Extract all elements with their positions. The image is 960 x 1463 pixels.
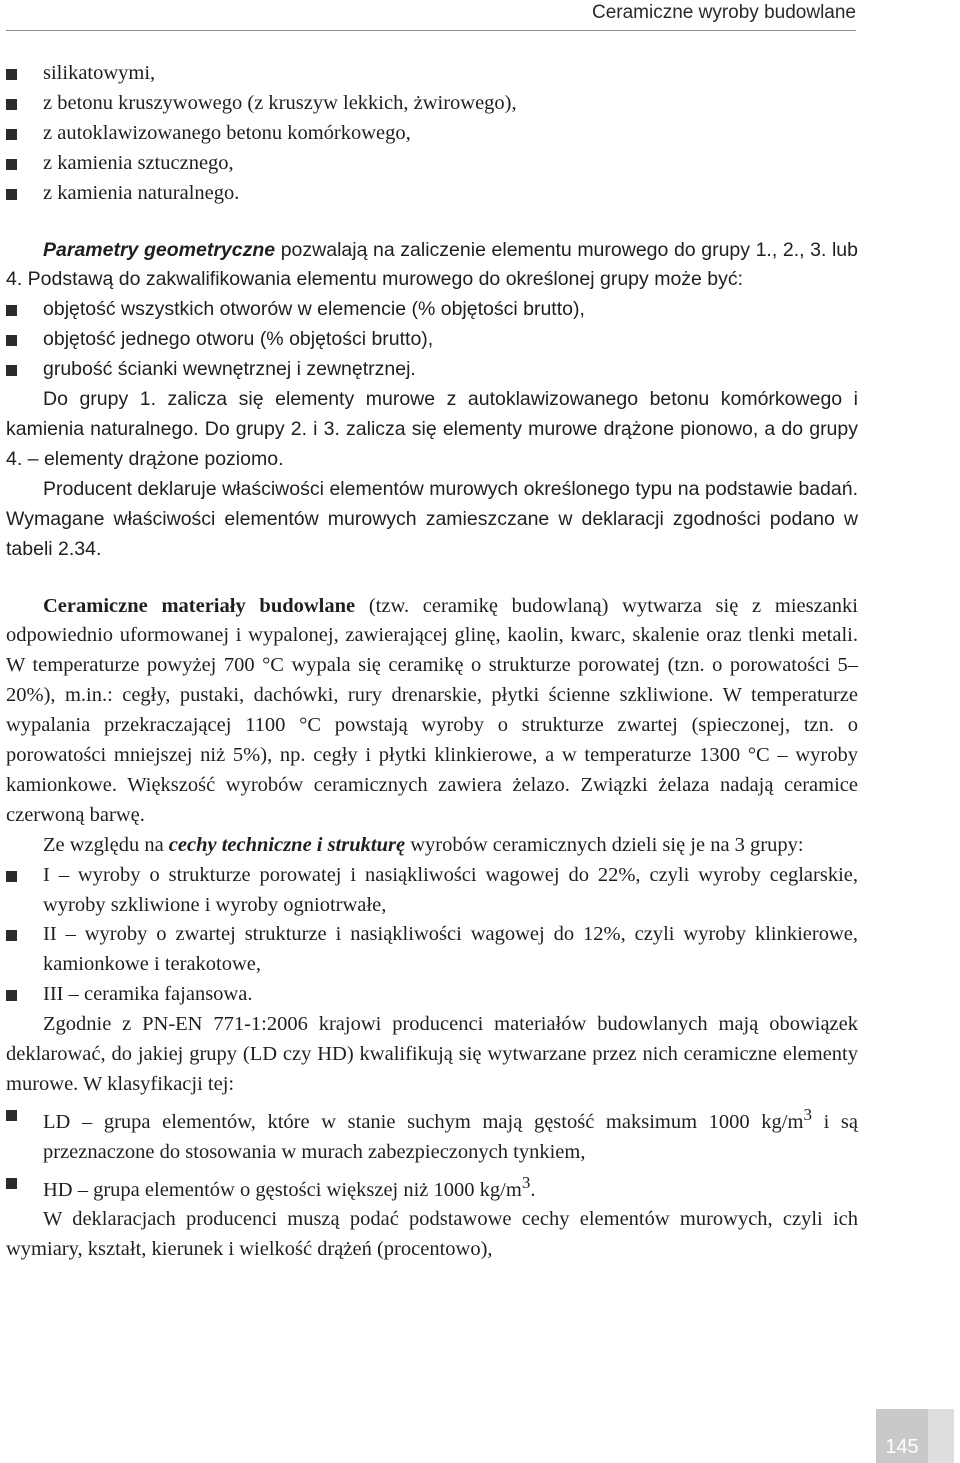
declarations-paragraph: W deklaracjach producenci muszą podać podstawowe cechy elementów murowych, czyli ich wymiary, kształt, kierunek i wielkość drążeń (procentowo), [6, 1208, 858, 1261]
ceramic-materials-paragraph: Ceramiczne materiały budowlane (tzw. ceramikę budowlaną) wytwarza się z mieszanki odpowiednio uformowanej i wypalonej, zawierającej glinę, kaolin, kwarc, skalenie oraz tlenki metali. W temperaturze powyżej 700 °C wypala się ceramikę o strukturze porowatej (tzn. o porowatości 5–20%), m.in.: cegły, pustaki, dachówki, rury drenarskie, płytki ścienne szkliwione. W temperaturze wypalania przekraczającej 1100 °C powstają wyroby o strukturze zwartej (spieczonej, tzn. o porowatości mniejszej niż 5%), np. cegły i płytki klinkierowe, a w temperaturze 1300 °C – wyroby kamionkowe. Większość wyrobów ceramicznych zawiera żelazo. Związki żelaza nadają ceramice czerwoną barwę. [6, 594, 858, 826]
list-item: silikatowymi, [6, 59, 858, 89]
square-bullet-icon [6, 129, 17, 140]
square-bullet-icon [6, 365, 17, 376]
section-term: Ceramiczne materiały budowlane [43, 594, 356, 617]
page-number-tab [876, 1409, 928, 1463]
page-tab-edge [928, 1409, 954, 1463]
emphasis-term: cechy techniczne i strukturę [168, 833, 406, 856]
emphasis-term: Parametry geometryczne [43, 238, 276, 261]
list-item: II – wyroby o zwartej strukturze i nasiąkliwości wagowej do 12%, czyli wyroby klinkierowe, kamionkowe i terakotowe, [6, 920, 858, 980]
criteria-list [6, 295, 858, 385]
groups-paragraph: Do grupy 1. zalicza się elementy murowe z autoklawizowanego betonu komórkowego i kamienia naturalnego. Do grupy 2. i 3. zalicza się elementy murowe drążone pionowo, a do grupy 4. – elementy drążone poziomo. [6, 388, 858, 470]
square-bullet-icon [6, 69, 17, 80]
page-body [6, 59, 858, 1265]
list-item: LD – grupa elementów, które w stanie suchym mają gęstość maksimum 1000 $kg/m^3$ i są przeznaczone do stosowania w murach zabezpieczonych tynkiem, [6, 1100, 858, 1168]
list-item: I – wyroby o strukturze porowatej i nasiąkliwości wagowej do 22%, czyli wyroby ceglarskie, wyroby szkliwione i wyroby ogniotrwałe, [6, 861, 858, 921]
features-paragraph: Ze względu na cechy techniczne i strukturę wyrobów ceramicznych dzieli się je na 3 grupy: [43, 833, 804, 856]
list-item: objętość wszystkich otworów w elemencie (% objętości brutto), [6, 295, 858, 325]
square-bullet-icon [6, 1110, 17, 1121]
geometric-parameters-paragraph: Parametry geometryczne pozwalają na zaliczenie elementu murowego do grupy 1., 2., 3. lub 4. Podstawą do zakwalifikowania elementu murowego do określonej grupy może być: [6, 238, 858, 291]
standard-paragraph: Zgodnie z PN-EN 771-1:2006 krajowi producenci materiałów budowlanych mają obowiązek deklarować, do jakiej grupy (LD czy HD) kwalifikują się wytwarzane przez nich ceramiczne elementy murowe. W klasyfikacji tej: [6, 1013, 858, 1095]
ceramic-groups-list [6, 861, 858, 1011]
running-header: Ceramiczne wyroby budowlane [591, 2, 856, 23]
square-bullet-icon [6, 1178, 17, 1189]
square-bullet-icon [6, 335, 17, 346]
square-bullet-icon [6, 189, 17, 200]
page-number: 145 [885, 1436, 919, 1458]
ld-hd-list [6, 1100, 858, 1205]
list-item: z betonu kruszywowego (z kruszyw lekkich, żwirowego), [6, 89, 858, 119]
list-item: z kamienia sztucznego, [6, 149, 858, 179]
square-bullet-icon [6, 99, 17, 110]
header-rule [6, 30, 856, 31]
list-item: z kamienia naturalnego. [6, 179, 858, 209]
square-bullet-icon [6, 159, 17, 170]
producer-paragraph: Producent deklaruje właściwości elementów murowych określonego typu na podstawie badań. Wymagane właściwości elementów murowych zamieszczane w deklaracji zgodności podano w tabeli 2.34. [6, 477, 858, 560]
list-item: grubość ścianki wewnętrznej i zewnętrznej. [6, 355, 858, 385]
list-item: III – ceramika fajansowa. [6, 980, 858, 1010]
list-item: HD – grupa elementów o gęstości większej niż 1000 $kg/m^3$. [6, 1168, 858, 1206]
list-item: objętość jednego otworu (% objętości brutto), [6, 325, 858, 355]
square-bullet-icon [6, 990, 17, 1001]
square-bullet-icon [6, 305, 17, 316]
wall-element-types-list [6, 59, 858, 209]
square-bullet-icon [6, 871, 17, 882]
square-bullet-icon [6, 930, 17, 941]
list-item: z autoklawizowanego betonu komórkowego, [6, 119, 858, 149]
